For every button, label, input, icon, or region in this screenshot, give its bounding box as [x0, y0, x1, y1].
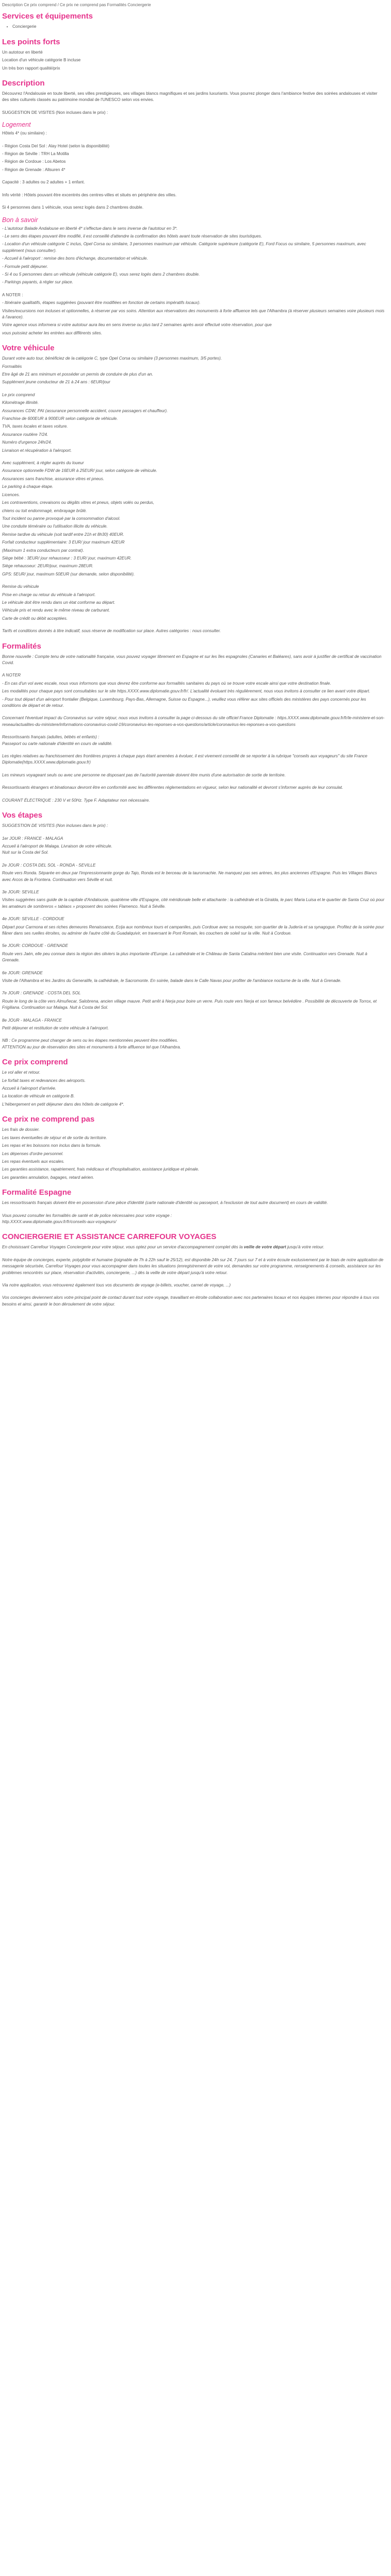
points-forts-line: Un très bon rapport qualité/prix — [2, 65, 60, 71]
day-text: Départ pour Carmona et ses riches demeures Renaissance, Ecija aux nombreux tours et campaniles, puis Cordoue avec sa mosquée, son quartier de la Judería et sa synagogue. Profitez de la soirée pour flâner dans ses ruelles étroites, ou admirer de l'autre côté du Guadalquivir, en traversant le Pont Romain, les couchers de soleil sur la ville. Nuit à Cordoue. — [2, 924, 385, 936]
services-list — [2, 24, 385, 30]
description-intro: Découvrez l'Andalousie en toute liberté, ses villes prestigieuses, ses villages blancs magnifiques et ses jardins luxuriants. Vous pourrez plonger dans l'ambiance festive des soirées andalouses et visiter des sites culturels classés au patrimoine mondial de l'UNESCO selon vos envies. — [2, 91, 379, 103]
etapes-nb: NB : Ce programme peut changer de sens ou les étapes mentionnées peuvent être modifiées. ATTENTION au jour de réservation des sites et monuments à forte affluence tel que l'Alhambra. — [2, 1038, 181, 1049]
conciergerie-p1-post: jusqu'à votre retour. — [286, 1245, 324, 1250]
points-forts-section — [2, 37, 385, 72]
vehicule-supplement-line: chiens ou toit endommagé, embrayage brûlé. — [2, 508, 87, 513]
vehicule-supplement-line: Une conduite téméraire ou l'utilisation illicite du véhicule. — [2, 524, 108, 529]
logement-title: Logement — [2, 121, 31, 129]
day-text: Route le long de la côte vers Almuñecar, Salobrena, ancien village mauve. Petit arrêt à Nerja pour boire un verre. Puis route vers Nerja et son fameux belvédère . Possibilité de découverte de Torrox, et Frigiliana. Continuation sur Malaga. Nuit à Costa del Sol. — [2, 998, 378, 1010]
prix-ne-comprend-line: Les garanties annulation, bagages, retard aérien. — [2, 1175, 94, 1180]
breadcrumb: Description Ce prix comprend / Ce prix ne comprend pas Formalités Conciergerie — [2, 3, 151, 7]
description-section — [2, 78, 385, 336]
day-heading: 1er JOUR : FRANCE - MALAGA — [2, 836, 63, 841]
day-text: Accueil à l'aéroport de Malaga. Livraison de votre véhicule. Nuit sur la Costa del Sol. — [2, 843, 112, 855]
bon-a-savoir-line: - Formule petit déjeuner. — [2, 264, 48, 269]
logement-hotel: - Région de Séville : TRH La Motilla — [2, 151, 69, 157]
a-noter-line: Votre agence vous informera si votre autotour aura lieu en sens inverse ou plus tard 2 semaines après avoir effectué votre réservation, pour que — [2, 323, 272, 328]
formalites-note-line: - En cas d'un vol avec escale, nous vous informons que vous devrez être conforme aux formalités sanitaires du pays où se trouve votre escale ainsi que votre destination finale. — [2, 681, 331, 686]
prix-comprend-line: Accueil à l'aéroport d'arrivée. — [2, 1086, 57, 1091]
prix-comprend-section — [2, 1057, 385, 1108]
vehicule-supplement-line: Forfait conducteur supplémentaire: 3 EUR/ jour maximum 42EUR — [2, 540, 125, 545]
description-suggestion: SUGGESTION DE VISITES (Non incluses dans le prix) : — [2, 110, 108, 115]
vehicule-formalite: Etre âgé de 21 ans minimum et posséder un permis de conduire de plus d'un an. — [2, 372, 153, 377]
prix-ne-comprend-title: Ce prix ne comprend pas — [2, 1115, 95, 1124]
a-noter-line: vous puissiez acheter les entrées aux différents sites. — [2, 330, 102, 335]
formalites-p5: Les mineurs voyageant seuls ou avec une personne ne disposant pas de l'autorité parentale doivent être munis d'une autorisation de sortie de territoire. — [2, 772, 286, 777]
vehicule-prix-line: Franchise de 600EUR à 900EUR selon catégorie de véhicule. — [2, 416, 118, 421]
conciergerie-p2: Notre équipe de concierges, experte, polyglotte et humaine (joignable de 7h à 22h sauf le 25/12), est disponible 24h sur 24, 7 jours sur 7 et à votre écoute exclusivement par le biais de notre application de messagerie sécurisée, Carrefour Voyages pour vous accompagner dans toutes les situations (enregistrement de votre vol, demandes sur votre programme, renseignements & conseils, assistance sur les problèmes rencontrés sur place, réservation d'activités, conciergerie, ...) dès la veille de votre départ jusqu'à votre retour. — [2, 1257, 385, 1275]
formalite-espagne-p2: Vous pouvez consulter les formalités de santé et de police nécessaires pour votre voyage : http.XXXX.www.diplomatie.gouv.fr/fr/conseils-aux-voyageurs/ — [2, 1213, 172, 1224]
bon-a-savoir-line: - Parkings payants, à régler sur place. — [2, 280, 73, 285]
conciergerie-p1-strong: veille de votre départ — [243, 1245, 286, 1250]
conciergerie-p1 — [2, 1244, 385, 1250]
day-heading: 2e JOUR : COSTA DEL SOL - RONDA - SEVILLE — [2, 862, 96, 868]
vehicule-prix-line: Numéro d'urgence 24h/24. — [2, 440, 52, 445]
vehicule-supplement-line: Remise tardive du véhicule (soit tardif entre 21h et 8h30) 40EUR. — [2, 532, 124, 537]
vehicule-supplement-line: Siège bébé : 3EUR/ jour rehausseur : 3 EUR/ jour, maximum 42EUR. — [2, 555, 132, 561]
formalites-title: Formalités — [2, 641, 41, 651]
prix-comprend-line: L'hébergement en petit déjeuner dans des hôtels de catégorie 4*. — [2, 1101, 124, 1107]
vehicule-supplement-line: Siège rehausseur: 2EUR/jour, maximum 28EUR. — [2, 564, 94, 569]
prix-ne-comprend-line: Les garanties assistance, rapatriement, frais médicaux et d'hospitalisation, assistance juridique et pénale. — [2, 1167, 200, 1172]
vehicule-prix-line: Kilométrage illimité. — [2, 400, 39, 405]
etapes-suggestion: SUGGESTION DE VISITES (Non incluses dans le prix) : — [2, 823, 108, 828]
formalites-p7: COURANT ÉLECTRIQUE : 230 V et 50Hz. Type F. Adaptateur non nécessaire. — [2, 798, 150, 803]
vehicule-prix-line: Livraison et récupération à l'aéroport. — [2, 448, 72, 453]
services-title: Services et équipements — [2, 12, 93, 21]
day-heading: 7e JOUR : GRENADE - COSTA DEL SOL — [2, 991, 81, 996]
logement-hotel: - Région de Grenade : Allsuren 4* — [2, 167, 66, 172]
conciergerie-p1-pre: En choisissant Carrefour Voyages Conciergerie pour votre séjour, vous optez pour un service d'accompagnement complet dès la — [2, 1245, 244, 1250]
vehicule-remise-title: Remise du véhicule — [2, 584, 39, 589]
day-heading: 3e JOUR: SEVILLE — [2, 889, 39, 894]
vehicule-tarifs: Tarifs et conditions donnés à titre indicatif, sous réserve de modification sur place. Autres catégories : nous consulter. — [2, 629, 221, 634]
etapes-title: Vos étapes — [2, 811, 43, 820]
conciergerie-section — [2, 1232, 385, 1308]
prix-ne-comprend-line: Les taxes éventuelles de séjour et de sortie du territoire. — [2, 1135, 107, 1140]
vehicule-remise-line: Prise en charge ou retour du véhicule à l'aéroport. — [2, 592, 96, 597]
prix-ne-comprend-line: Les repas et les boissons non inclus dans la formule. — [2, 1143, 102, 1148]
formalite-espagne-title: Formalité Espagne — [2, 1188, 72, 1197]
day-heading: 6e JOUR: GRENADE — [2, 970, 43, 975]
vehicule-supplement-line: Tout incident ou panne provoqué par la consommation d'alcool. — [2, 516, 121, 521]
bon-a-savoir-line: - Accueil à l'aéroport : remise des bons d'échange, documentation et véhicule. — [2, 256, 148, 261]
vehicule-prix-line: Assurance routière 7/24. — [2, 432, 48, 437]
vehicule-prix-line: Assurances CDW, PAI (assurance personnelle accident, couvre passagers et chauffeur). — [2, 408, 168, 413]
vehicule-supplement-line: Licences. — [2, 492, 20, 497]
a-noter-line: Visites/excursions non incluses et optionnelles, à réserver par vos soins. Attention aux réservations des monuments à forte affluence tels que l'Alhambra (à réserver plusieurs semaines voire plusieurs mois à l'avance). — [2, 308, 386, 319]
formalites-note-line: Les modalités pour chaque pays sont consultables sur le site https.XXXX.www.diplomatie.gouv.fr/fr/. L'actualité évoluant très régulièrement, nous vous invitons à consulter ce lien avant votre départ. — [2, 689, 370, 694]
formalites-p4: Les règles relatives au franchissement des frontières propres à chaque pays étant amenées à évoluer, il est vivement conseillé de se reporter à la rubrique "conseils aux voyageurs" du site France Diplomatie(https.XXXX.www.diplomatie.gouv.fr) — [2, 754, 369, 765]
day-heading: 5e JOUR: CORDOUE - GRENADE — [2, 943, 68, 948]
vehicule-intro: Durant votre auto tour, bénéficiez de la catégorie C, type Opel Corsa ou similaire (3 personnes maximum, 3/5 portes). — [2, 356, 222, 361]
list-item: • Conciergerie — [12, 24, 385, 30]
prix-comprend-line: La location de véhicule en catégorie B. — [2, 1094, 75, 1099]
formalites-p3: Ressortissants français (adultes, bébés et enfants) : Passeport ou carte nationale d'identité en cours de validité. — [2, 735, 113, 746]
points-forts-line: Location d'un véhicule catégorie B incluse — [2, 58, 81, 63]
vehicule-supplement-title: Avec supplément, à régler auprès du loueur — [2, 461, 84, 466]
prix-ne-comprend-line: Les dépenses d'ordre personnel. — [2, 1151, 63, 1156]
bon-a-savoir-line: - Si 4 ou 5 personnes dans un véhicule (véhicule catégorie E), vous serez logés dans 2 chambres double. — [2, 272, 200, 277]
formalites-p6: Ressortissants étrangers et binationaux devront être en conformité avec les différentes réglementations en vigueur, selon leur nationalité et devront s'informer auprès de leur consulat. — [2, 785, 344, 790]
vehicule-prix-line: TVA, taxes locales et taxes voiture. — [2, 424, 68, 429]
vehicule-supplement-line: GPS: 5EUR/ jour, maximum 50EUR (sur demande, selon disponibilité). — [2, 571, 135, 577]
vehicule-prix-title: Le prix comprend — [2, 392, 35, 397]
logement-hotels-line: Hôtels 4* (ou similaire) : — [2, 131, 47, 136]
vehicule-remise-line: Carte de crédit ou débit acceptées. — [2, 616, 68, 621]
vehicule-title: Votre véhicule — [2, 344, 55, 353]
bon-a-savoir-line: - Location d'un véhicule catégorie C inclus, Opel Corsa ou similaire, 3 personnes maximum par véhicule. Catégorie supérieure (catégorie E), Ford Focus ou similaire, 5 personnes maximum, avec supplément (nous consulter). — [2, 242, 367, 253]
description-title: Description — [2, 79, 45, 88]
prix-comprend-title: Ce prix comprend — [2, 1058, 68, 1067]
bon-a-savoir-line: - Le sens des étapes pouvant être modifié, il est conseillé d'attendre la confirmation des hôtels avant toute réservation de sites touristiques. — [2, 233, 263, 239]
services-section — [2, 11, 385, 30]
vehicule-supplement-line: (Maximum 1 extra conducteurs par contrat). — [2, 548, 84, 553]
etapes-section — [2, 810, 385, 1050]
points-forts-title: Les points forts — [2, 37, 60, 46]
prix-comprend-line: Le forfait taxes et redevances des aéroports. — [2, 1078, 86, 1083]
a-noter-line: - Itinéraire qualitatifs, étapes suggérées (pouvant être modifiées en fonction de certains impératifs locaux). — [2, 300, 201, 306]
day-heading: 8e JOUR - MALAGA - FRANCE — [2, 1018, 62, 1023]
vehicule-supplement-line: Assurances sans franchise, assurance vitres et pneus. — [2, 476, 104, 481]
formalites-note-line: - Pour tout départ d'un aéroport frontalier (Belgique, Luxembourg, Pays-Bas, Allemagne, Suisse ou Espagne...), veuillez vous référer aux sites officiels des ministères des pays concernés pour les conditions de départ et de retour. — [2, 697, 368, 708]
day-text: Route vers Jaén, elle peu connue dans la région des oliviers la plus importante d'Europe. La cathédrale et le Château de Santa Catalina méritent bien une visite. Continuation vers Grenade. Nuit à Grenade. — [2, 951, 369, 963]
bon-a-savoir-title: Bon à savoir — [2, 216, 38, 224]
conciergerie-title: CONCIERGERIE ET ASSISTANCE CARREFOUR VOYAGES — [2, 1232, 217, 1242]
vehicule-supplement-line: Le parking à chaque étape. — [2, 484, 54, 489]
logement-hotel: - Région Costa Del Sol : Alay Hotel (selon la disponibilité) — [2, 143, 109, 148]
vehicule-formalite: Supplément jeune conducteur de 21 à 24 ans : 6EUR/jour — [2, 380, 110, 385]
vehicule-supplement-line: Assurance optionnelle FDW de 16EUR à 25EUR/ jour, selon catégorie de véhicule. — [2, 468, 157, 473]
points-forts-line: Un autotour en liberté — [2, 49, 43, 55]
formalites-p1: Bonne nouvelle : Compte tenu de votre nationalité française, vous pouvez voyager librement en Espagne et sur les îles espagnoles (Canaries et Baléares), sans avoir à justifier de certificat de vaccination Covid. — [2, 654, 383, 665]
formalites-note-title: A NOTER — [2, 673, 21, 678]
bon-a-savoir-line: - L'autotour Balade Andalouse en liberté 4* s'effectue dans le sens inverse de l'autotour en 3*. — [2, 226, 178, 231]
formalite-espagne-section — [2, 1188, 385, 1225]
conciergerie-p4: Vos concierges deviennent alors votre principal point de contact durant tout votre voyage, travaillant en étroite collaboration avec nos partenaires locaux et nos équipes internes pour répondre à tous vos besoins et ainsi, garantir le bon déroulement de votre séjour. — [2, 1295, 381, 1307]
logement-hotel: - Région de Cordoue : Los Abetos — [2, 159, 66, 164]
day-text: Petit déjeuner et restitution de votre véhicule à l'aéroport. — [2, 1026, 109, 1031]
day-text: Visite de l'Alhambra et les Jardins du Generalife, la cathédrale, le Sacromonte. En soirée, balade dans le Calle Navas pour profiter de l'ambiance nocturne de la ville. Nuit à Grenade. — [2, 978, 341, 983]
day-heading: 4e JOUR: SEVILLE - CORDOUE — [2, 917, 64, 922]
prix-ne-comprend-section — [2, 1114, 385, 1181]
logement-capacity: Capacité : 3 adultes ou 2 adultes + 1 enfant. — [2, 180, 85, 185]
vehicule-formalites-title: Formalités — [2, 364, 22, 369]
logement-info: Info vérité : Hôtels pouvant être excentrés des centres-villes et situés en périphérie des villes. — [2, 192, 177, 197]
formalite-espagne-p1: Les ressortissants français doivent être en possession d'une pièce d'identité (carte nationale d'identité ou passeport, à l'exclusion de tout autre document) en cours de validité. — [2, 1200, 328, 1206]
vehicule-remise-line: Véhicule pris et rendu avec le même niveau de carburant. — [2, 608, 110, 613]
day-text: Route vers Ronda. Séparée en deux par l'impressionnante gorge du Tajo, Ronda est le berceau de la tauromachie. Ne manquez pas ses arènes, les plus anciennes d'Espagne. Puis les Villages Blancs avec Arcos de la Frontera. Continuation vers Séville et nuit. — [2, 871, 379, 882]
prix-comprend-line: Le vol aller et retour. — [2, 1070, 41, 1075]
formalites-section — [2, 641, 385, 804]
day-text: Visites suggérées sans guide de la capitale d'Andalousie, quatrième ville d'Espagne, cité méridionale belle et attachante : la cathédrale et la Giralda, le parc Maria Luisa et le quartier de Santa Cruz où pour les amateurs de sombreros « tablaos » proposent des soirées Flamenco. Nuit à Séville. — [2, 897, 386, 909]
vehicule-section — [2, 343, 385, 634]
formalites-p2: Concernant l'éventuel impact du Coronavirus sur votre séjour, nous vous invitons à consulter la page ci-dessous du site officiel France Diplomatie : https.XXXX.www.diplomatie.gouv.fr/fr/le-ministere-et-son-reseau/actualites-du-ministere/informations-coronavirus-covid-19/coronavirus-les-reponses-a-vos-questions/article/coronavirus-les-reponses-a-vos-questions — [2, 716, 385, 727]
prix-ne-comprend-line: Les frais de dossier. — [2, 1127, 40, 1132]
prix-ne-comprend-line: Les repas éventuels aux escales. — [2, 1159, 65, 1164]
a-noter-title: A NOTER : — [2, 292, 23, 297]
vehicule-supplement-line: Les contraventions, crevaisons ou dégâts vitres et pneus, objets volés ou perdus, — [2, 500, 154, 505]
vehicule-remise-line: Le véhicule doit être rendu dans un état conforme au départ. — [2, 600, 116, 605]
logement-note: Si 4 personnes dans 1 véhicule, vous serez logés dans 2 chambres double. — [2, 205, 143, 210]
conciergerie-p3: Via notre application, vous retrouverez également tous vos documents de voyage (e-billets, voucher, carnet de voyage, ...) — [2, 1282, 231, 1287]
